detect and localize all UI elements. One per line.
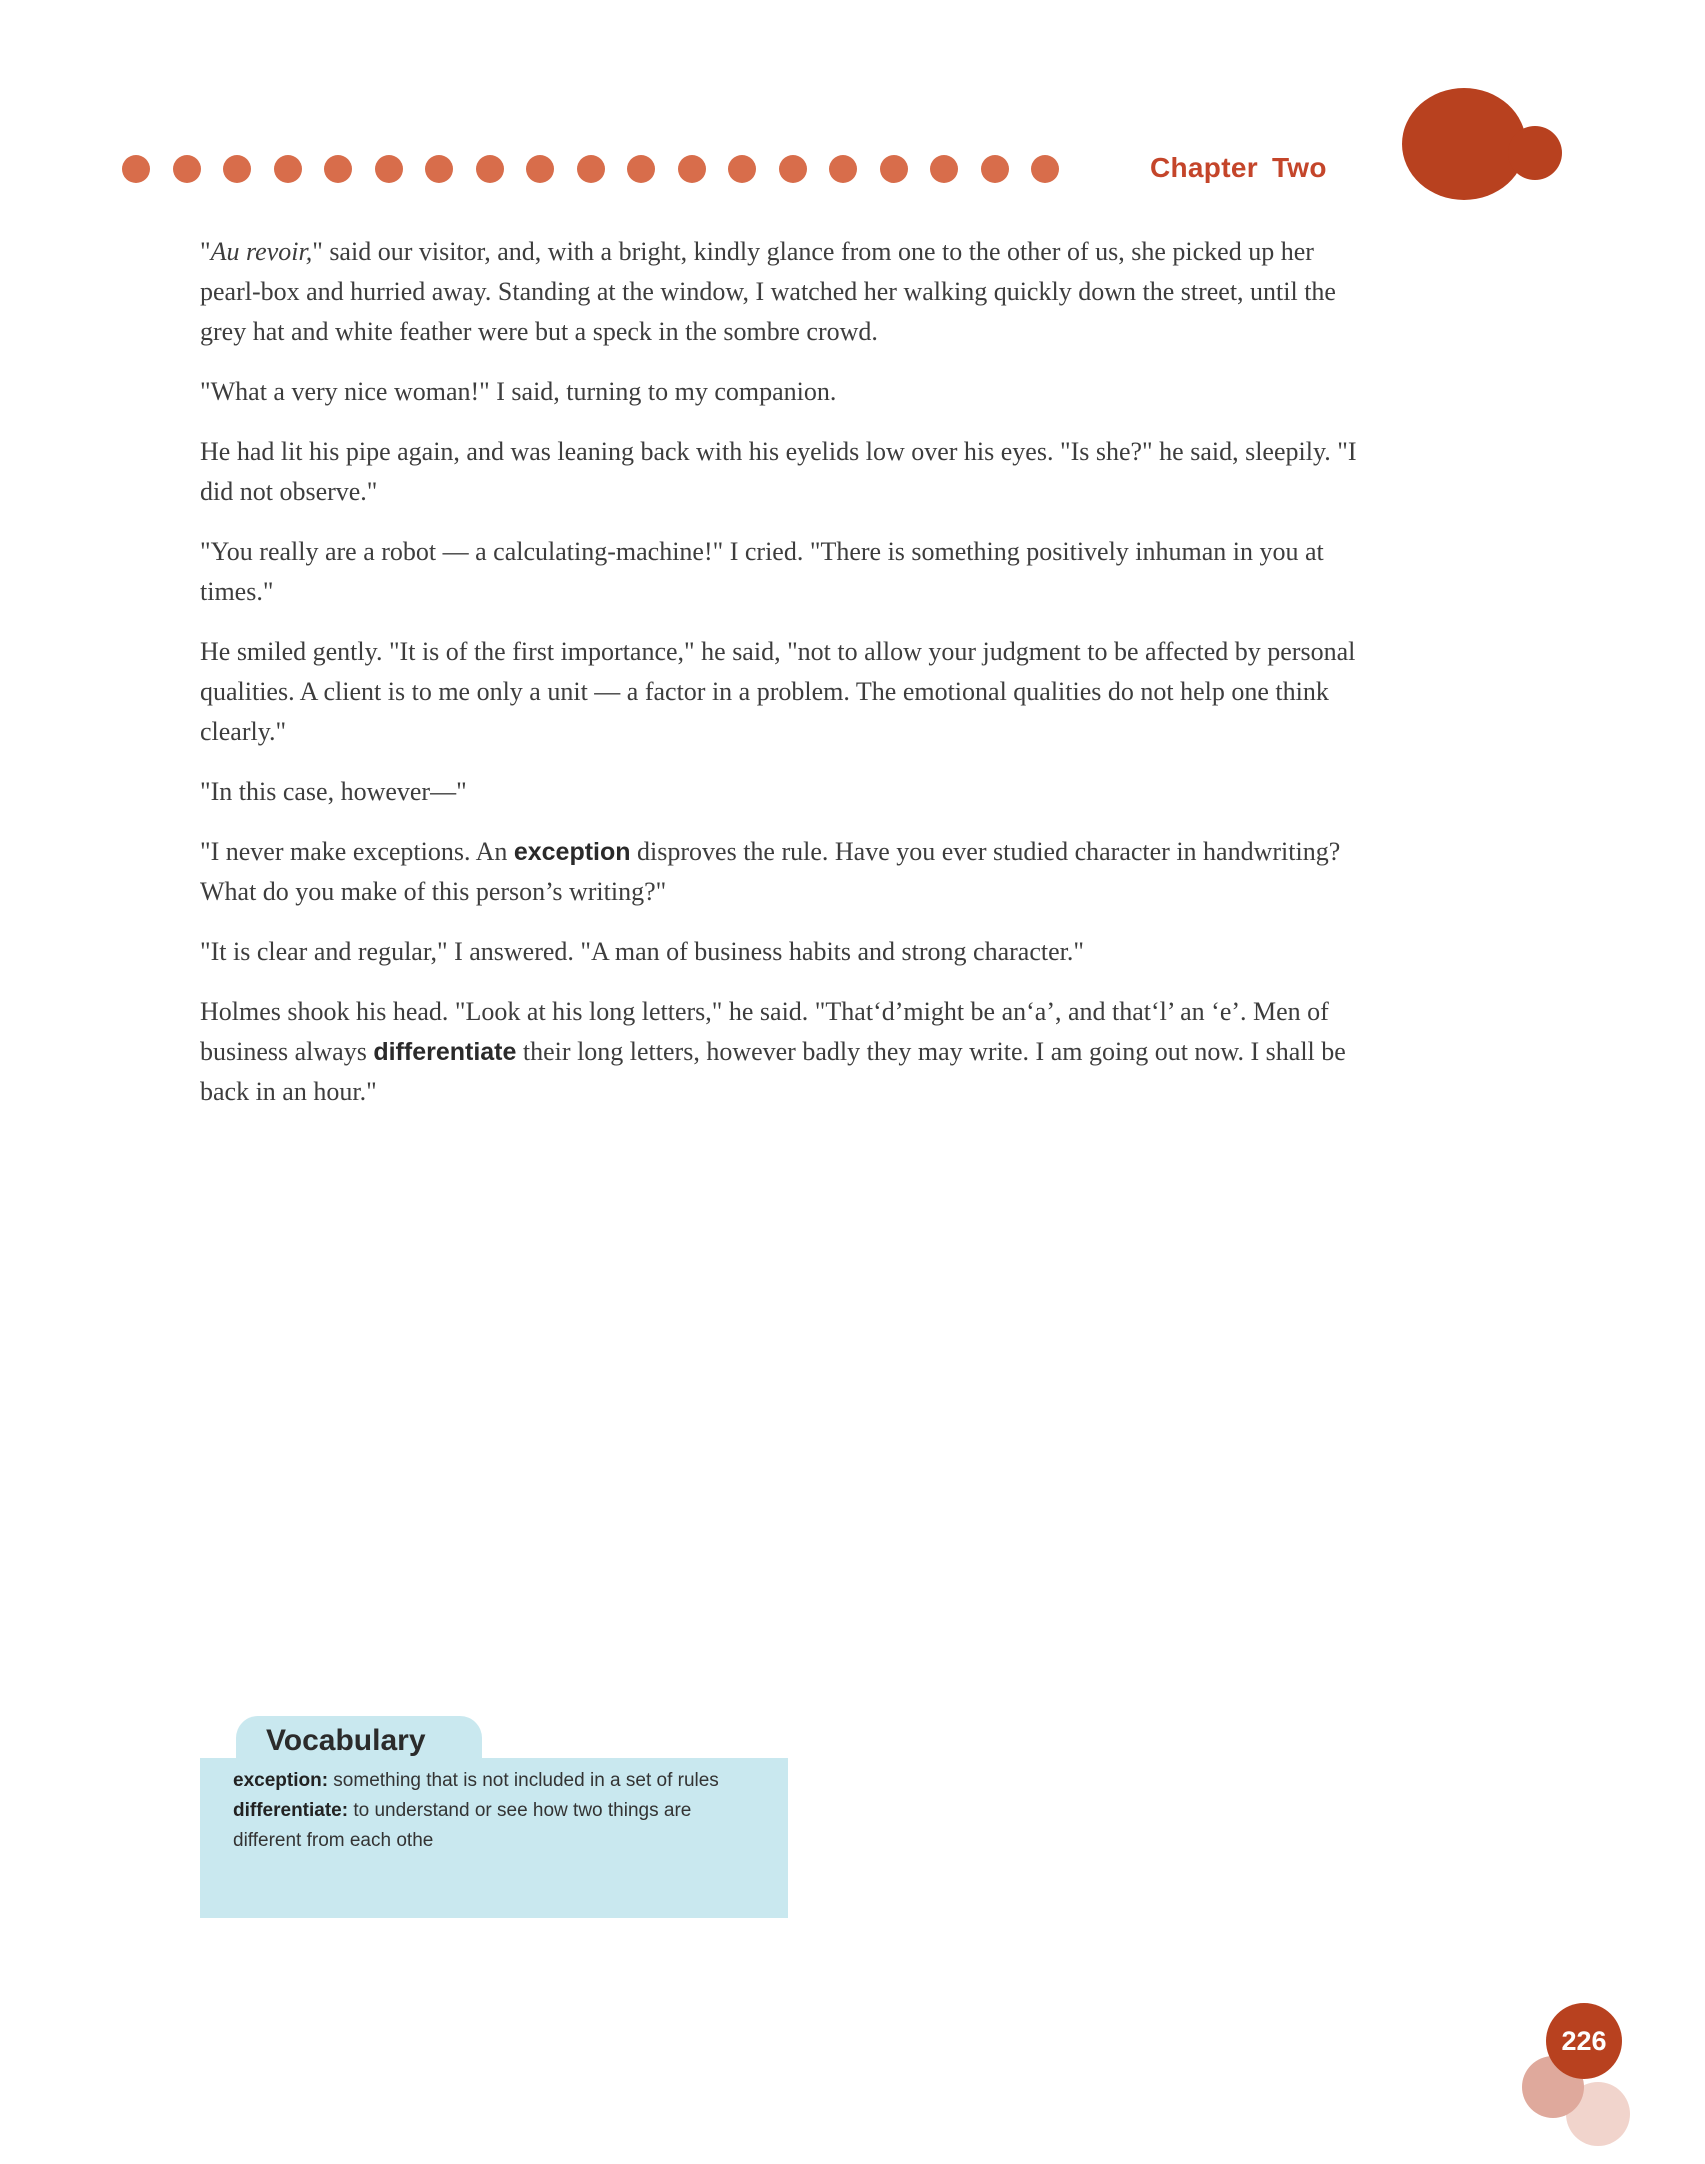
paragraph-2: "What a very nice woman!" I said, turning to my companion. (200, 377, 837, 406)
vocabulary-term: differentiate: (233, 1800, 349, 1821)
italic-phrase: Au revoir, (210, 237, 313, 266)
decorative-dot (223, 155, 251, 183)
decorative-dot (829, 155, 857, 183)
decorative-dot (425, 155, 453, 183)
vocabulary-heading: Vocabulary (266, 1724, 426, 1757)
decorative-dot (1031, 155, 1059, 183)
decorative-dot-row (122, 155, 1068, 185)
paragraph-4: "You really are a robot — a calculating-machine!" I cried. "There is something positively inhuman in you at times." (200, 537, 1324, 606)
vocabulary-entry (233, 1796, 763, 1856)
decorative-dot (173, 155, 201, 183)
decorative-dot (728, 155, 756, 183)
decorative-dot (324, 155, 352, 183)
page-number: 226 (1546, 2003, 1622, 2079)
paragraph-6: "In this case, however—" (200, 777, 467, 806)
paragraph-7-text-b: disproves the rule. Have you ever studied character in handwriting? What do you make of this person’s writing?" (200, 837, 1341, 906)
paragraph-7 (200, 832, 1380, 912)
decorative-circle-large (1402, 88, 1526, 200)
story-text (200, 232, 1380, 1132)
paragraph-9-text-b: their long letters, however badly they may write. I am going out now. I shall be back in an hour." (200, 1037, 1346, 1106)
paragraph-7-text-a: "I never make exceptions. An (200, 837, 514, 866)
vocab-highlight-differentiate: differentiate (373, 1038, 517, 1066)
vocab-highlight-exception: exception (513, 838, 631, 866)
quote-mark: " (200, 237, 211, 266)
decorative-dot (678, 155, 706, 183)
decorative-dot (880, 155, 908, 183)
paragraph-3: He had lit his pipe again, and was leaning back with his eyelids low over his eyes. "Is she?" he said, sleepily. "I did not observe." (200, 437, 1357, 506)
decorative-dot (627, 155, 655, 183)
paragraph-9-text-a: Holmes shook his head. "Look at his long letters," he said. "That‘d’might be an‘a’, and that‘l’ an ‘e’. Men of business always (200, 997, 1329, 1066)
decorative-dot (981, 155, 1009, 183)
decorative-dot (930, 155, 958, 183)
paragraph-1-text: " said our visitor, and, with a bright, kindly glance from one to the other of us, she picked up her pearl-box and hurried away. Standing at the window, I watched her walking quickly down the street, until the grey hat and white feather were but a speck in the sombre crowd. (200, 237, 1336, 346)
decorative-circle-small (1508, 126, 1562, 180)
paragraph-5: He smiled gently. "It is of the first importance," he said, "not to allow your judgment to be affected by personal qualities. A client is to me only a unit — a factor in a problem. The emotional qualities do not help one think clearly." (200, 637, 1356, 746)
vocabulary-entry (233, 1766, 763, 1796)
decorative-dot (526, 155, 554, 183)
paragraph-8: "It is clear and regular," I answered. "A man of business habits and strong character." (200, 937, 1084, 966)
vocabulary-term: exception: (233, 1770, 329, 1791)
decorative-dot (274, 155, 302, 183)
vocabulary-list (233, 1766, 763, 1856)
vocabulary-definition: to understand or see how two things are different from each othe (233, 1800, 692, 1851)
decorative-dot (122, 155, 150, 183)
decorative-dot (476, 155, 504, 183)
chapter-title: Chapter Two (1150, 152, 1327, 183)
decorative-dot (577, 155, 605, 183)
vocabulary-definition: something that is not included in a set of rules (328, 1770, 719, 1791)
decorative-dot (779, 155, 807, 183)
decorative-dot (375, 155, 403, 183)
paragraph-1 (200, 232, 1380, 352)
paragraph-9 (200, 992, 1380, 1112)
